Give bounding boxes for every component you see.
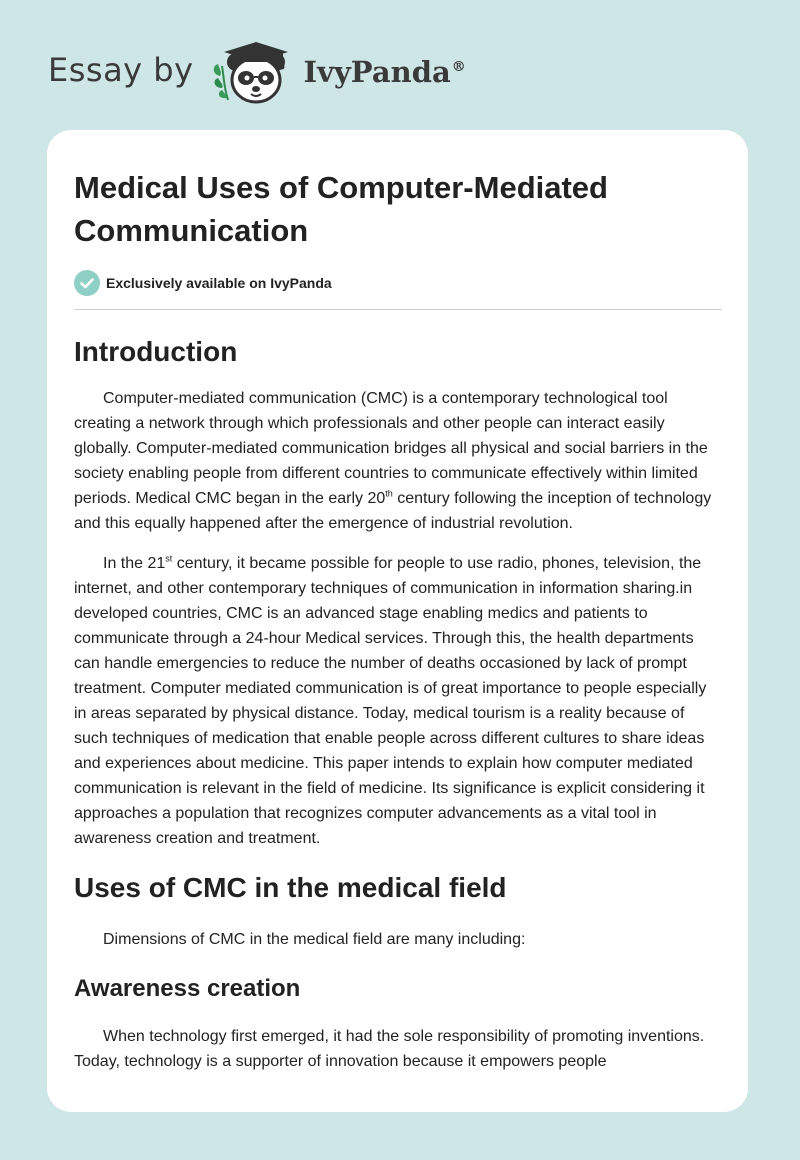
brand-prefix: Essay by xyxy=(48,51,194,89)
check-circle-icon xyxy=(74,270,100,296)
uses-paragraph-1: Dimensions of CMC in the medical field are many including: xyxy=(103,931,526,948)
site-header-brand[interactable] xyxy=(48,36,466,108)
subsection-heading-awareness: Awareness creation xyxy=(74,975,301,1002)
panda-graduate-logo-icon xyxy=(208,36,298,108)
section-heading-introduction: Introduction xyxy=(74,336,238,367)
intro-paragraph-2: In the 21st century, it became possible for people to use radio, phones, television, the internet, and other contemporary techniques of communication in information sharing.in developed countries, CMC is an advanced stage enabling medics and patients to communicate through a 24-hour Medical services. Through this, the health departments can handle emergencies to reduce the number of deaths occasioned by lack of prompt treatment. Computer mediated communication is of great importance to people especially in areas separated by physical distance. Today, medical tourism is a reality because of such techniques of medication that enable people across different cultures to share ideas and experiences about medicine. This paper intends to explain how computer mediated communication is relevant in the field of medicine. Its significance is explicit considering it approaches a population that recognizes computer advancements as a vital tool in awareness creation and treatment. xyxy=(74,553,707,847)
brand-name: IvyPanda® xyxy=(303,55,466,89)
section-heading-uses: Uses of CMC in the medical field xyxy=(74,872,507,903)
exclusive-badge xyxy=(74,270,722,296)
article-card xyxy=(47,130,748,1112)
badge-text: Exclusively available on IvyPanda xyxy=(106,275,332,291)
article-title: Medical Uses of Computer-Mediated Communication xyxy=(74,170,608,248)
awareness-paragraph-1: When technology first emerged, it had the sole responsibility of promoting inventions. Today, technology is a supporter of innovation because it empowers people xyxy=(74,1028,705,1070)
intro-paragraph-1: Computer-mediated communication (CMC) is a contemporary technological tool creating a network through which professionals and other people can interact easily globally. Computer-mediated communication bridges all physical and social barriers in the society enabling people from different countries to communicate effectively within limited periods. Medical CMC began in the early 20th century following the inception of technology and this equally happened after the emergence of industrial revolution. xyxy=(74,390,712,532)
title-divider xyxy=(74,309,722,310)
